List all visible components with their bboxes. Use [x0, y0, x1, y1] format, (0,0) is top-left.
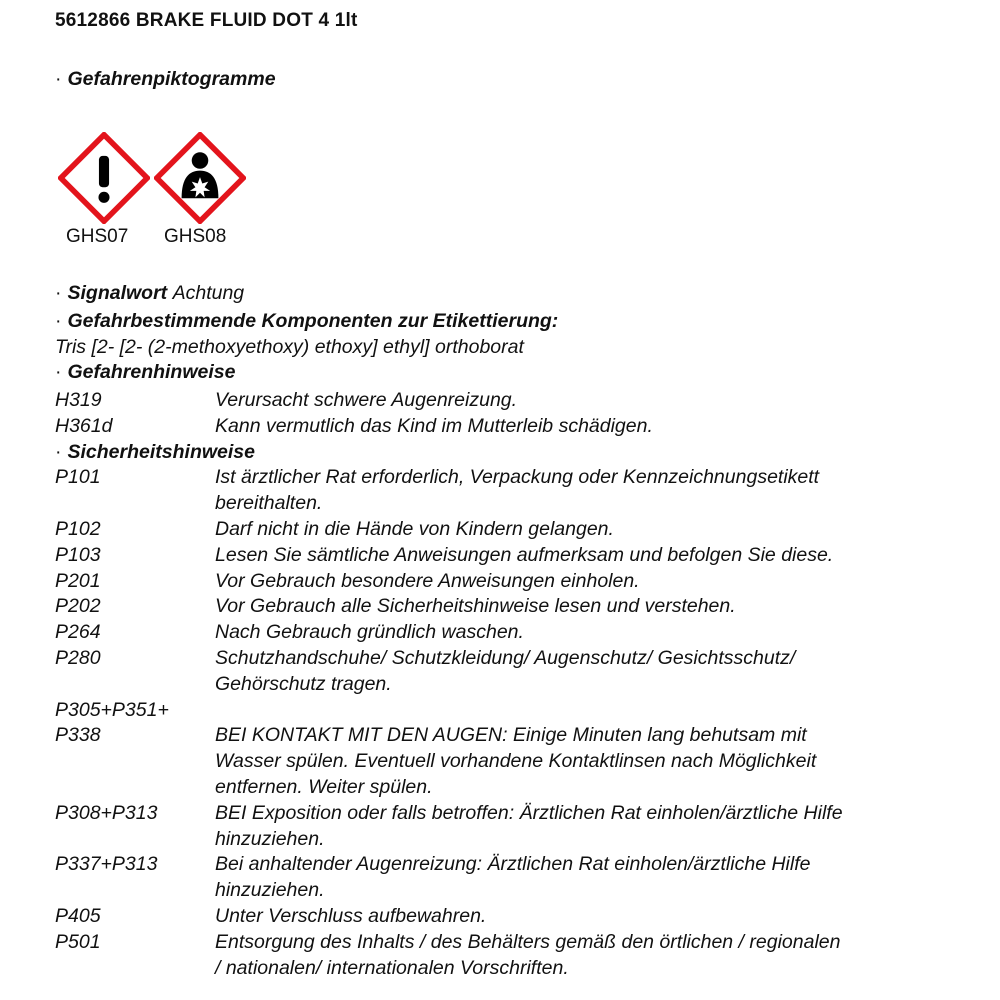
signal-word-line: · Signalwort Achtung	[55, 282, 245, 304]
hazard-heading: · Gefahrenhinweise	[55, 361, 236, 383]
hazard-row-h361d	[55, 414, 975, 440]
precaution-row-p280	[55, 646, 975, 698]
statement-text: Nach Gebrauch gründlich waschen.	[215, 621, 524, 644]
precaution-row-p305	[55, 698, 975, 724]
statement-code: H319	[55, 389, 102, 411]
precaution-row-p102	[55, 517, 975, 543]
statement-code: P103	[55, 543, 101, 566]
precaution-row-p201	[55, 569, 975, 595]
ghs07-exclamation-mark-icon	[58, 132, 150, 224]
pictogram-code-ghs07: GHS07	[66, 226, 129, 247]
statement-text: Kann vermutlich das Kind im Mutterleib schädigen.	[215, 414, 653, 437]
hazard-row-h319	[55, 388, 975, 414]
precaution-row-p308-p313	[55, 801, 975, 853]
statement-code: P101	[55, 466, 101, 489]
ghs08-health-hazard-icon	[154, 132, 246, 224]
component-name: Tris [2- [2- (2-methoxyethoxy) ethoxy] ethyl] orthoborat	[55, 336, 524, 358]
statement-text: Bei anhaltender Augenreizung: Ärztlichen Rat einholen/ärztliche Hilfe hinzuziehen.	[215, 853, 811, 902]
hazard-heading-text: Gefahrenhinweise	[67, 361, 236, 383]
precaution-row-p338	[55, 723, 975, 800]
pictogram-group	[58, 132, 248, 252]
signal-word-value: Achtung	[172, 282, 245, 304]
statement-text	[215, 698, 975, 724]
components-heading-text: Gefahrbestimmende Komponenten zur Etikettierung:	[67, 310, 559, 332]
statement-code: P102	[55, 517, 101, 540]
signal-word-label: Signalwort	[67, 282, 168, 304]
document-title: 5612866 BRAKE FLUID DOT 4 1lt	[55, 10, 358, 31]
statement-code: P201	[55, 569, 101, 592]
statement-code: H361d	[55, 414, 113, 437]
statement-text: Ist ärztlicher Rat erforderlich, Verpackung oder Kennzeichnungsetikett bereithalten.	[215, 466, 820, 515]
statement-code: P501	[55, 930, 101, 953]
pictograms-heading-text: Gefahrenpiktogramme	[67, 68, 276, 90]
statement-text: Verursacht schwere Augenreizung.	[215, 389, 518, 411]
precaution-row-p337-p313	[55, 852, 975, 904]
pictogram-code-ghs08: GHS08	[164, 226, 227, 247]
statement-text: BEI KONTAKT MIT DEN AUGEN: Einige Minuten lang behutsam mit Wasser spülen. Eventuell vorhandene Kontaktlinsen nach Möglichkeit entfernen. Weiter spülen.	[215, 724, 817, 798]
precaution-row-p101	[55, 465, 975, 517]
pictograms-heading: · Gefahrenpiktogramme	[55, 68, 276, 90]
statements-table	[55, 388, 975, 981]
statement-text: Darf nicht in die Hände von Kindern gelangen.	[215, 517, 614, 540]
precaution-row-p405	[55, 904, 975, 930]
statement-text: Vor Gebrauch besondere Anweisungen einholen.	[215, 569, 640, 592]
precaution-heading: · Sicherheitshinweise	[55, 440, 975, 466]
statement-code: P405	[55, 904, 101, 927]
statement-code: P308+P313	[55, 801, 158, 824]
statement-text: BEI Exposition oder falls betroffen: Ärztlichen Rat einholen/ärztliche Hilfe hinzuziehen.	[215, 801, 843, 850]
statement-code: P280	[55, 646, 101, 669]
precaution-row-p264	[55, 620, 975, 646]
statement-code: P202	[55, 595, 101, 618]
statement-text: Entsorgung des Inhalts / des Behälters gemäß den örtlichen / regionalen / nationalen/ internationalen Vorschriften.	[215, 930, 841, 979]
precaution-row-p202	[55, 594, 975, 620]
statement-text: Unter Verschluss aufbewahren.	[215, 904, 487, 927]
statement-text: Lesen Sie sämtliche Anweisungen aufmerksam und befolgen Sie diese.	[215, 543, 834, 566]
precaution-heading-text: Sicherheitshinweise	[67, 440, 255, 463]
statement-code: P264	[55, 621, 101, 644]
statement-text: Schutzhandschuhe/ Schutzkleidung/ Augenschutz/ Gesichtsschutz/ Gehörschutz tragen.	[215, 646, 796, 695]
statement-code: P305+P351+	[55, 698, 169, 721]
components-heading: · Gefahrbestimmende Komponenten zur Etikettierung:	[55, 310, 559, 332]
precaution-row-p103	[55, 543, 975, 569]
statement-text: Vor Gebrauch alle Sicherheitshinweise lesen und verstehen.	[215, 595, 736, 618]
precaution-row-p501	[55, 930, 975, 982]
statement-code: P338	[55, 724, 101, 747]
statement-code: P337+P313	[55, 853, 158, 876]
